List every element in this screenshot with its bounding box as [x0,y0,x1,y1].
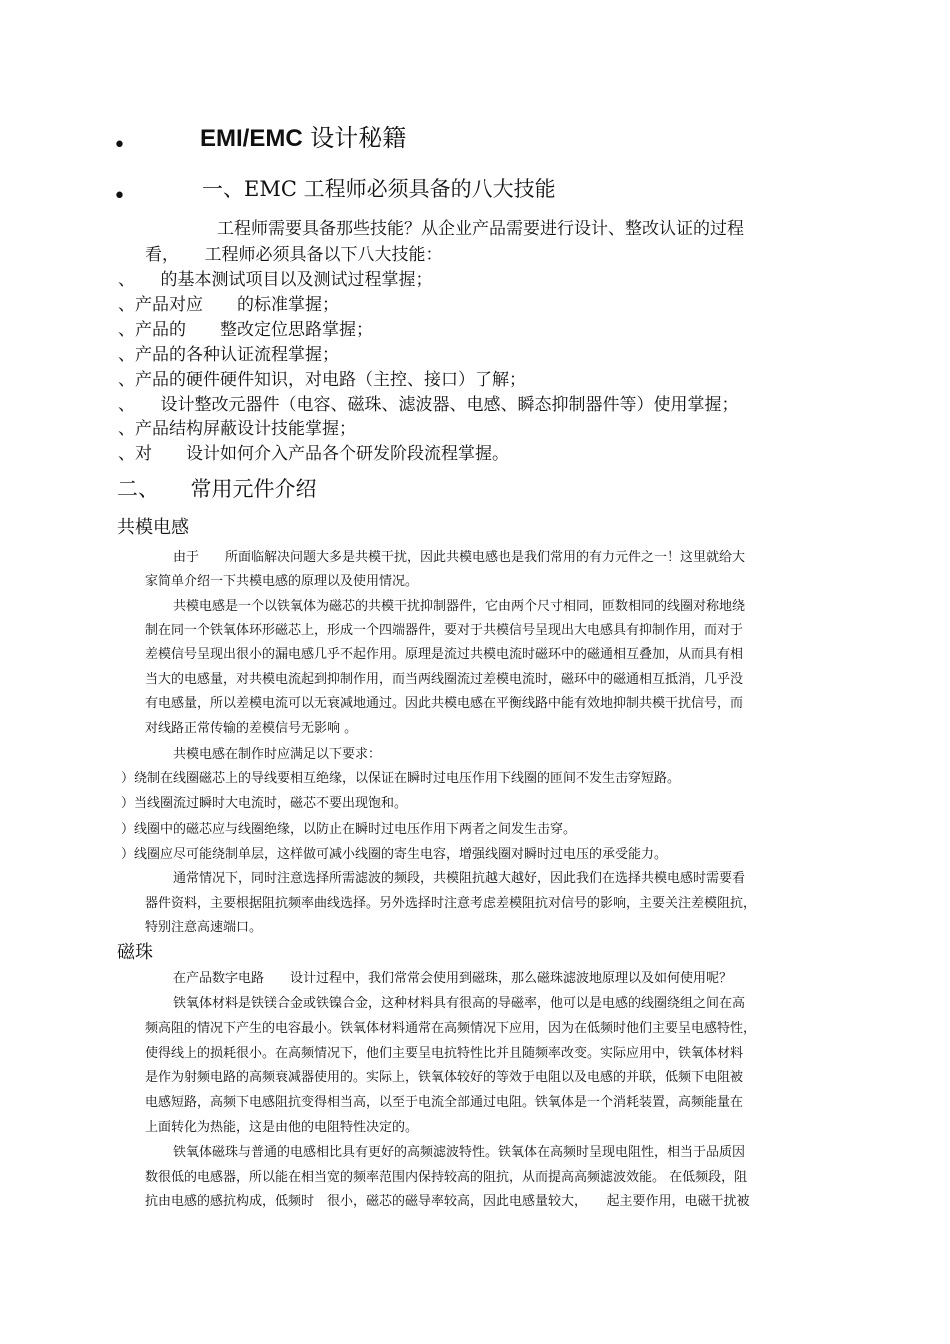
skill-item: 、产品的硬件硬件知识，对电路（主控、接口）了解； [118,370,526,390]
paragraph-line: 家简单介绍一下共模电感的原理以及使用情况。 [145,574,419,589]
paragraph-line: 共模电感是一个以铁氧体为磁芯的共模干扰抑制器件，它由两个尺寸相同，匝数相同的线圈对称地绕 [173,599,746,614]
paragraph-line: 使得线上的损耗很小。在高频情况下，他们主要呈电抗特性比并且随频率改变。实际应用中，铁氧体材料 [145,1046,744,1061]
paragraph-line: 由于 所面临解决问题大多是共模干扰，因此共模电感也是我们常用的有力元件之一！这里就给大 [173,550,746,565]
paragraph-line: 特别注意高速端口。 [145,920,263,935]
subsection-heading: 磁珠 [117,942,153,963]
skill-item: 、产品结构屏蔽设计技能掌握； [118,419,356,439]
paragraph-line: 电感短路，高频下电感阻抗变得相当高，以至于电流全部通过电阻。铁氧体是一个消耗装置，高频能量在 [145,1095,744,1110]
skill-item: 、对 设计如何介入产品各个研发阶段流程掌握。 [118,444,509,464]
skill-item: 、产品对应 的标准掌握； [118,295,339,315]
section-heading: 一、EMC 工程师必须具备的八大技能 [202,177,556,201]
paragraph-line: 铁氧体材料是铁镁合金或铁镍合金，这种材料具有很高的导磁率，他可以是电感的线圈绕组之间在高 [173,996,746,1011]
paragraph-line: 当大的电感量，对共模电流起到抑制作用，而当两线圈流过差模电流时，磁环中的磁通相互抵消，几乎没 [145,672,744,687]
paragraph-line: 抗由电感的感抗构成，低频时 很小，磁芯的磁导率较高，因此电感量较大， 起主要作用，电磁干扰被 [145,1194,750,1209]
paragraph-line: 数很低的电感器，所以能在相当宽的频率范围内保持较高的阻抗，从而提高高频滤波效能。 在低频段，阻 [145,1170,748,1185]
requirement-item: ）绕制在线圈磁芯上的导线要相互绝缘，以保证在瞬时过电压作用下线圈的匝间不发生击穿短路。 [121,771,681,786]
title-latin: EMI/EMC [200,125,303,152]
list-bullet: • [113,133,126,158]
skill-item: 、 设计整改元器件（电容、磁珠、滤波器、电感、瞬态抑制器件等）使用掌握； [118,395,739,415]
skill-item: 、产品的各种认证流程掌握； [118,345,339,365]
paragraph-line: 通常情况下，同时注意选择所需滤波的频段，共模阻抗越大越好，因此我们在选择共模电感时需要看 [173,871,746,886]
paragraph-line: 有电感量，所以差模电流可以无衰减地通过。因此共模电感在平衡线路中能有效地抑制共模干扰信号，而 [145,696,744,711]
skill-item: 、产品的 整改定位思路掌握； [118,320,373,340]
document-title [200,118,406,153]
paragraph-line: 铁氧体磁珠与普通的电感相比具有更好的高频滤波特性。铁氧体在高频时呈现电阻性，相当于品质因 [173,1145,746,1160]
skill-item: 、 的基本测试项目以及测试过程掌握； [118,270,433,290]
paragraph-line: 差模信号呈现出很小的漏电感几乎不起作用。原理是流过共模电流时磁环中的磁通相互叠加，从而具有相 [145,647,744,662]
requirement-item: ）线圈中的磁芯应与线圈绝缘，以防止在瞬时过电压作用下两者之间发生击穿。 [121,822,577,837]
list-bullet: • [113,184,126,209]
paragraph-line: 看， 工程师必须具备以下八大技能： [145,245,443,265]
subsection-heading: 共模电感 [117,517,189,538]
paragraph-line: 是作为射频电路的高频衰减器使用的。实际上，铁氧体较好的等效于电阻以及电感的并联，低频下电阻被 [145,1070,744,1085]
paragraph-line: 工程师需要具备那些技能？从企业产品需要进行设计、整改认证的过程 [217,219,744,239]
requirement-item: ）线圈应尽可能绕制单层，这样做可减小线圈的寄生电容，增强线圈对瞬时过电压的承受能力。 [121,847,668,862]
requirement-item: ）当线圈流过瞬时大电流时，磁芯不要出现饱和。 [121,796,408,811]
paragraph-line: 制在同一个铁氧体环形磁芯上，形成一个四端器件，要对于共模信号呈现出大电感具有抑制作用，而对于 [145,623,744,638]
paragraph-line: 在产品数字电路 设计过程中，我们常常会使用到磁珠，那么磁珠滤波地原理以及如何使用呢？ [173,971,733,986]
section-heading: 二、 常用元件介绍 [117,477,317,501]
paragraph-line: 器件资料，主要根据阻抗频率曲线选择。另外选择时注意考虑差模阻抗对信号的影响，主要关注差模阻抗， [145,896,757,911]
paragraph-line: 对线路正常传输的差模信号无影响 。 [145,721,358,736]
paragraph-line: 上面转化为热能，这是由他的电阻特性决定的。 [145,1120,419,1135]
paragraph-line: 共模电感在制作时应满足以下要求： [173,747,382,762]
title-cn: 设计秘籍 [302,124,407,152]
paragraph-line: 频高阻的情况下产生的电容最小。铁氧体材料通常在高频情况下应用，因为在低频时他们主要呈电感特性， [145,1021,757,1036]
